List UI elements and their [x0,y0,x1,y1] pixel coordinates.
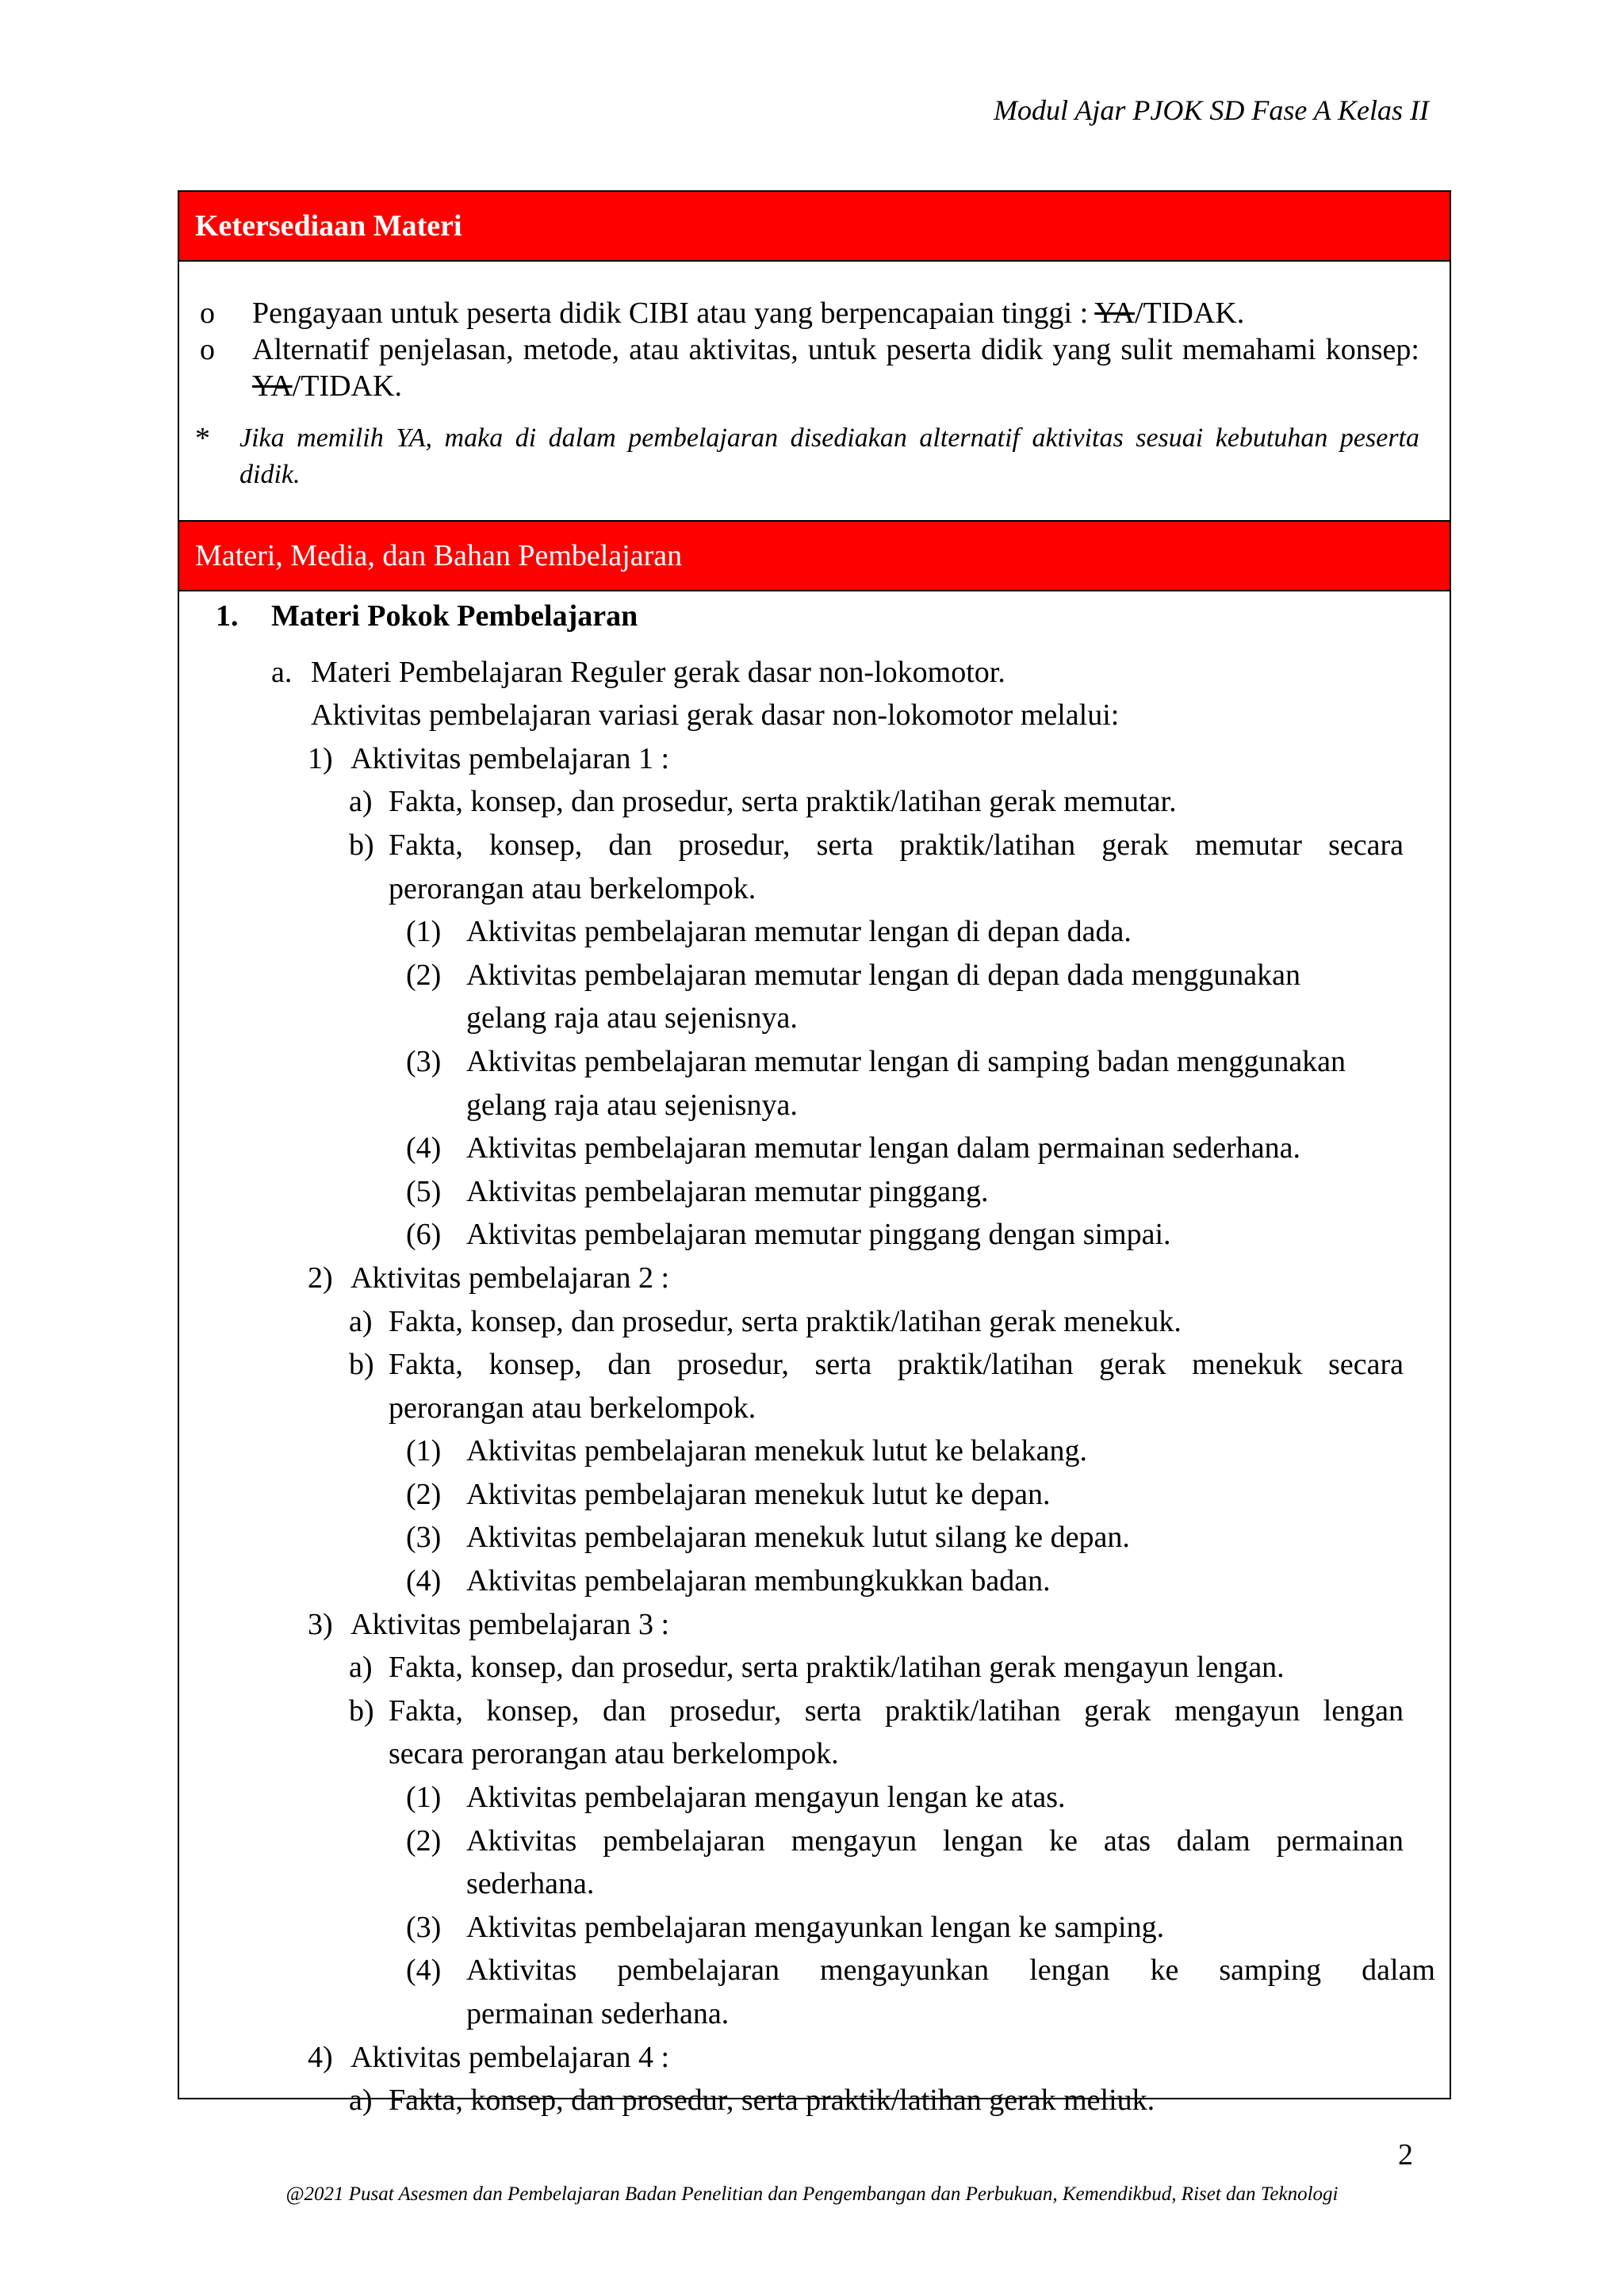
list-item: (4) Aktivitas pembelajaran membungkukkan badan. [406,1564,1051,1598]
section-number: 1. [216,599,239,633]
list-item: (1) Aktivitas pembelajaran mengayun lengan ke atas. [406,1781,1066,1815]
activity-point-b: b) Fakta, konsep, dan prosedur, serta praktik/latihan gerak mengayun lengan [349,1693,1404,1728]
list-item-cont: gelang raja atau sejenisnya. [466,1001,798,1035]
option-text: Pengayaan untuk peserta didik CIBI atau yang berpencapaian tinggi : [252,297,1095,330]
activity-point-a: a) Fakta, konsep, dan prosedur, serta praktik/latihan gerak meliuk. [349,2084,1155,2118]
page-header: Modul Ajar PJOK SD Fase A Kelas II [994,94,1429,126]
asterisk-icon: * [195,422,210,455]
availability-option-enrichment [195,295,1419,331]
activity-title: 1) Aktivitas pembelajaran 1 : [308,741,670,775]
availability-option-alternative [195,331,1419,404]
activity-point-a: a) Fakta, konsep, dan prosedur, serta praktik/latihan gerak menekuk. [349,1304,1182,1338]
list-item: (4) Aktivitas pembelajaran memutar lengan dalam permainan sederhana. [406,1131,1300,1165]
activity-point-a: a) Fakta, konsep, dan prosedur, serta praktik/latihan gerak memutar. [349,785,1177,819]
bullet-circle-icon: o [200,333,215,366]
item-a-intro: Aktivitas pembelajaran variasi gerak dasar non-lokomotor melalui: [311,698,1120,733]
activity-point-b: b) Fakta, konsep, dan prosedur, serta praktik/latihan gerak menekuk secara [349,1348,1404,1382]
activity-point-b: b) Fakta, konsep, dan prosedur, serta praktik/latihan gerak memutar secara [349,828,1404,862]
activity-title: 3) Aktivitas pembelajaran 3 : [308,1607,670,1641]
module-table [178,190,1451,2118]
list-item: (3) Aktivitas pembelajaran mengayunkan lengan ke samping. [406,1910,1165,1944]
bullet-circle-icon: o [200,297,215,330]
list-item: (3) Aktivitas pembelajaran memutar lengan di samping badan menggunakan [406,1044,1346,1078]
section-title: 1. Materi Pokok Pembelajaran [195,595,1435,638]
list-item: (4) Aktivitas pembelajaran mengayunkan lengan ke samping dalam [406,1954,1435,1988]
materials-content [195,595,1435,2122]
list-item: (1) Aktivitas pembelajaran memutar lengan di depan dada. [406,915,1132,949]
activity-title: 4) Aktivitas pembelajaran 4 : [308,2040,670,2074]
list-item: (1) Aktivitas pembelajaran menekuk lutut ke belakang. [406,1434,1087,1468]
list-item: (2) Aktivitas pembelajaran memutar lengan di depan dada menggunakan [406,958,1301,992]
list-item-cont: permainan sederhana. [466,1997,730,2030]
page-footer: @2021 Pusat Asesmen dan Pembelajaran Badan Penelitian dan Pengembangan dan Perbukuan, Kemendikbud, Riset dan Teknologi [285,2183,1339,2205]
page-number: 2 [1398,2138,1413,2172]
option-struck-yes: YA [252,369,293,403]
list-item: (5) Aktivitas pembelajaran memutar pinggang. [406,1174,989,1208]
activity-point-b-cont: secara perorangan atau berkelompok. [389,1737,839,1771]
availability-section [195,295,1419,493]
activity-point-b-cont: perorangan atau berkelompok. [389,1391,756,1425]
option-struck-yes: YA [1094,297,1135,330]
note-text: Jika memilih YA, maka di dalam pembelajaran disediakan alternatif aktivitas sesuai kebutuhan peserta didik. [239,423,1419,489]
item-a-label: a. [271,655,293,689]
activity-point-a: a) Fakta, konsep, dan prosedur, serta praktik/latihan gerak mengayun lengan. [349,1651,1285,1685]
activity-title: 2) Aktivitas pembelajaran 2 : [308,1261,670,1295]
availability-note [195,420,1419,493]
item-a-title: a. Materi Pembelajaran Reguler gerak dasar non-lokomotor. [195,651,1435,695]
list-item: (2) Aktivitas pembelajaran mengayun lengan ke atas dalam permainan [406,1823,1404,1858]
list-item-cont: sederhana. [466,1867,595,1901]
list-item-cont: gelang raja atau sejenisnya. [466,1088,798,1122]
option-text-end: /TIDAK. [292,369,402,403]
activity-point-b-cont: perorangan atau berkelompok. [389,871,756,905]
list-item: (6) Aktivitas pembelajaran memutar pinggang dengan simpai. [406,1218,1171,1252]
availability-heading: Ketersediaan Materi [179,190,1450,262]
list-item: (2) Aktivitas pembelajaran menekuk lutut ke depan. [406,1477,1051,1511]
materials-heading: Materi, Media, dan Bahan Pembelajaran [179,520,1450,591]
option-text-end: /TIDAK. [1134,297,1245,330]
list-item: (3) Aktivitas pembelajaran menekuk lutut silang ke depan. [406,1521,1130,1555]
option-text: Alternatif penjelasan, metode, atau aktivitas, untuk peserta didik yang sulit memahami konsep: [252,333,1419,366]
